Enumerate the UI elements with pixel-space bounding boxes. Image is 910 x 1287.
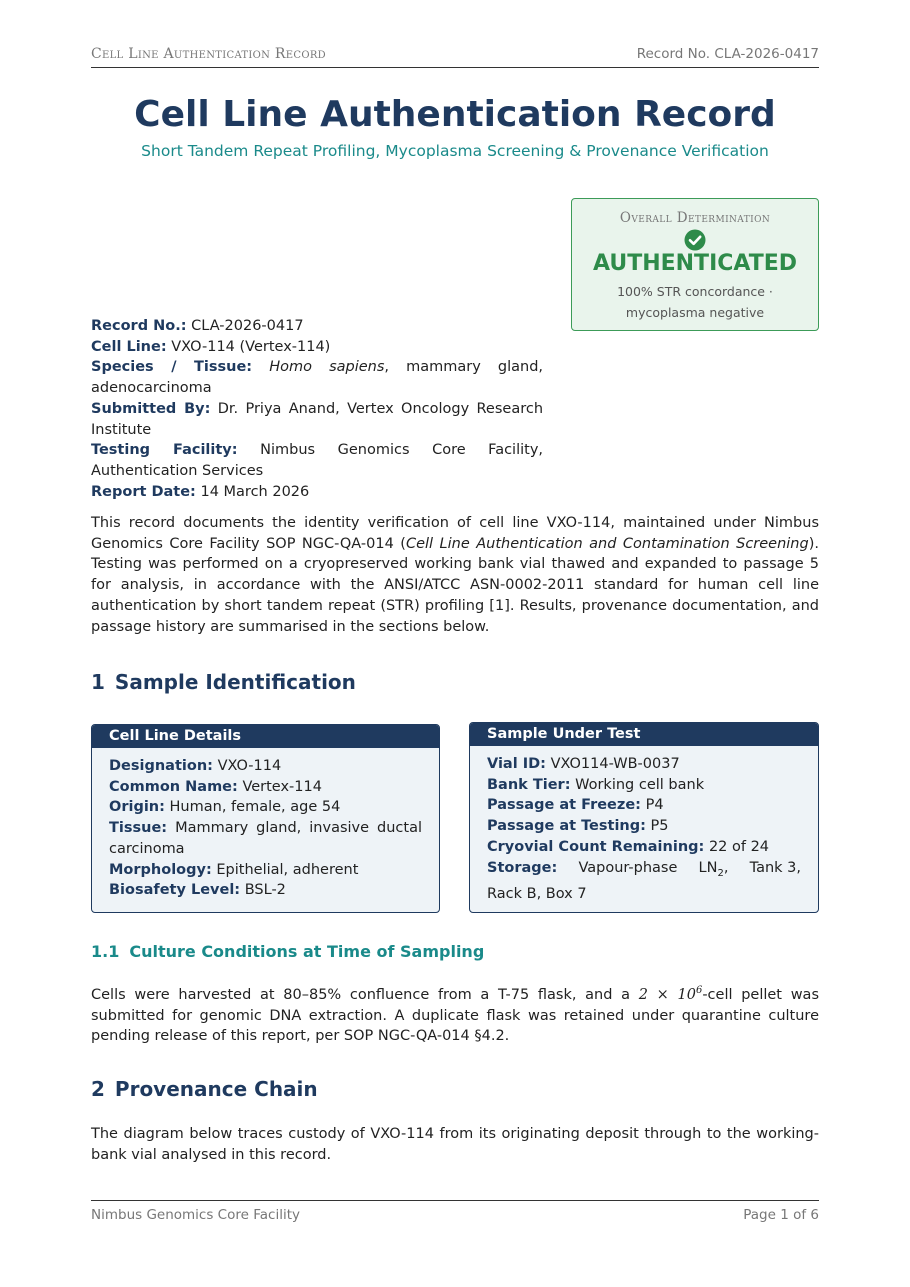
sample-value: Working cell bank bbox=[575, 776, 705, 793]
document-subtitle: Short Tandem Repeat Profiling, Mycoplasma Screening & Provenance Verification bbox=[141, 142, 769, 160]
detail-designation bbox=[109, 756, 422, 777]
math-base: 2 × 10 bbox=[638, 986, 696, 1003]
meta-label: Testing Facility: bbox=[91, 442, 238, 459]
meta-cell-line bbox=[91, 337, 543, 358]
detail-value: Human, female, age 54 bbox=[169, 799, 341, 816]
storage-location: Rack B, Box 7 bbox=[487, 886, 587, 903]
sample-label: Storage: bbox=[487, 859, 558, 876]
species-name: Homo sapiens bbox=[269, 359, 385, 376]
intro-text: ). Testing was performed on a cryopreserved working bank vial thawed and expanded to passage 5 for analysis, in accordance with the ANSI/ATCC ASN-0002-2011 standard for human cell line authentication by short tandem repeat (STR) profiling [1]. Results, provenance documentation, and passage history are summarised in the sections below. bbox=[91, 535, 819, 635]
determination-label: Overall Determination bbox=[619, 210, 771, 226]
sample-label: Vial ID: bbox=[487, 756, 546, 772]
meta-value: , mammary gland, adenocarcinoma bbox=[91, 359, 544, 397]
running-header-title: Cell Line Authentication Record bbox=[91, 46, 326, 62]
detail-label: Biosafety Level: bbox=[109, 882, 241, 899]
intro-text: This record documents the identity verification of cell line VXO-114, maintained under Nimbus Genomics Core Facility SOP NGC-QA-014 ( bbox=[91, 515, 819, 552]
sample-label: Bank Tier: bbox=[487, 776, 571, 793]
detail-value: VXO-114 bbox=[217, 758, 282, 774]
meta-label: Report Date: bbox=[91, 483, 196, 500]
sample-bank-tier bbox=[487, 775, 801, 796]
culture-text: -cell pellet was submitted for genomic DNA extraction. A duplicate flask was retained under quarantine culture pending release of this report, per SOP NGC-QA-014 §4.2. bbox=[91, 986, 819, 1045]
intro-paragraph bbox=[91, 513, 819, 637]
sample-value: VXO114-WB-0037 bbox=[550, 756, 680, 772]
storage-subscript: 2 bbox=[717, 867, 724, 879]
storage-word: Tank 3, bbox=[749, 859, 801, 876]
detail-common-name bbox=[109, 777, 422, 798]
sample-cryovial-count bbox=[487, 837, 801, 858]
page-footer bbox=[91, 1200, 819, 1223]
sample-value: P5 bbox=[650, 818, 669, 835]
provenance-intro: The diagram below traces custody of VXO-114 from its originating deposit through to the working-bank vial analysed in this record. bbox=[91, 1126, 819, 1163]
footer-facility: Nimbus Genomics Core Facility bbox=[91, 1207, 300, 1223]
meta-facility bbox=[91, 440, 543, 481]
meta-value: CLA-2026-0417 bbox=[191, 318, 304, 334]
running-header-record-no: Record No. CLA-2026-0417 bbox=[636, 46, 819, 62]
determination-status: AUTHENTICATED bbox=[592, 251, 798, 276]
detail-label: Designation: bbox=[109, 758, 213, 774]
subsection-heading-culture-conditions bbox=[91, 942, 484, 961]
detail-label: Morphology: bbox=[109, 861, 212, 878]
detail-origin bbox=[109, 797, 422, 818]
detail-biosafety bbox=[109, 880, 422, 901]
math-exponent: 6 bbox=[695, 985, 703, 996]
record-metadata bbox=[91, 316, 543, 502]
card-heading: Cell Line Details bbox=[92, 725, 439, 748]
storage-word: Vapour-phase bbox=[578, 859, 678, 876]
detail-value: Vertex-114 bbox=[242, 778, 322, 795]
card-heading: Sample Under Test bbox=[470, 723, 818, 746]
detail-morphology bbox=[109, 860, 422, 881]
card-body bbox=[470, 746, 818, 913]
sample-storage bbox=[487, 858, 801, 885]
storage-word: $LN_2$, bbox=[698, 859, 729, 879]
section-title: Sample Identification bbox=[114, 670, 356, 694]
meta-label: Species / Tissue: bbox=[91, 359, 253, 376]
determination-note: 100% STR concordance · mycoplasma negative bbox=[617, 284, 773, 320]
meta-species bbox=[91, 357, 543, 398]
section-heading-provenance-chain bbox=[91, 1077, 318, 1101]
sample-value: P4 bbox=[645, 797, 664, 814]
running-header bbox=[91, 44, 819, 68]
sample-passage-testing bbox=[487, 816, 801, 837]
cell-line-details-card bbox=[91, 724, 440, 913]
detail-value: BSL-2 bbox=[244, 882, 286, 899]
meta-label: Submitted By: bbox=[91, 400, 211, 417]
meta-value: Nimbus Genomics Core Facility, Authentication Services bbox=[91, 442, 544, 479]
detail-label: Common Name: bbox=[109, 778, 238, 795]
sample-under-test-card bbox=[469, 722, 819, 913]
meta-label: Cell Line: bbox=[91, 338, 167, 355]
cell-count-math bbox=[639, 987, 703, 1003]
document-title: Cell Line Authentication Record bbox=[134, 94, 776, 135]
sample-value: 22 of 24 bbox=[708, 838, 770, 855]
storage-ln: LN bbox=[698, 859, 718, 876]
detail-tissue bbox=[109, 818, 422, 859]
sample-passage-freeze bbox=[487, 795, 801, 816]
section-number: 1 bbox=[91, 670, 105, 694]
meta-value: VXO-114 (Vertex-114) bbox=[171, 338, 331, 355]
meta-submitted-by bbox=[91, 399, 543, 440]
meta-record-no bbox=[91, 316, 543, 337]
sample-label: Passage at Freeze: bbox=[487, 797, 641, 814]
detail-value: Mammary gland, invasive ductal carcinoma bbox=[109, 820, 422, 857]
footer-page-number: Page 1 of 6 bbox=[743, 1207, 819, 1223]
overall-determination-box bbox=[571, 198, 819, 331]
meta-value: Dr. Priya Anand, Vertex Oncology Research Institute bbox=[91, 400, 544, 438]
section-title: Provenance Chain bbox=[114, 1077, 318, 1101]
section-number: 2 bbox=[91, 1077, 105, 1101]
sample-label: Cryovial Count Remaining: bbox=[487, 838, 705, 855]
detail-value: Epithelial, adherent bbox=[216, 861, 359, 878]
meta-value: 14 March 2026 bbox=[200, 483, 310, 500]
card-body bbox=[92, 748, 439, 911]
section-heading-sample-identification bbox=[91, 670, 356, 694]
detail-label: Tissue: bbox=[109, 820, 168, 837]
sample-vial-id bbox=[487, 754, 801, 775]
meta-label: Record No.: bbox=[91, 318, 187, 334]
culture-paragraph bbox=[91, 981, 819, 1047]
subsection-number: 1.1 bbox=[91, 942, 120, 961]
sample-label: Passage at Testing: bbox=[487, 818, 646, 835]
subsection-title: Culture Conditions at Time of Sampling bbox=[129, 942, 485, 961]
check-circle-icon bbox=[684, 229, 706, 251]
culture-text: Cells were harvested at 80–85% confluence from a T-75 flask, and a bbox=[91, 986, 639, 1003]
meta-report-date bbox=[91, 482, 543, 503]
sop-title: Cell Line Authentication and Contamination Screening bbox=[405, 535, 809, 552]
detail-label: Origin: bbox=[109, 799, 165, 816]
